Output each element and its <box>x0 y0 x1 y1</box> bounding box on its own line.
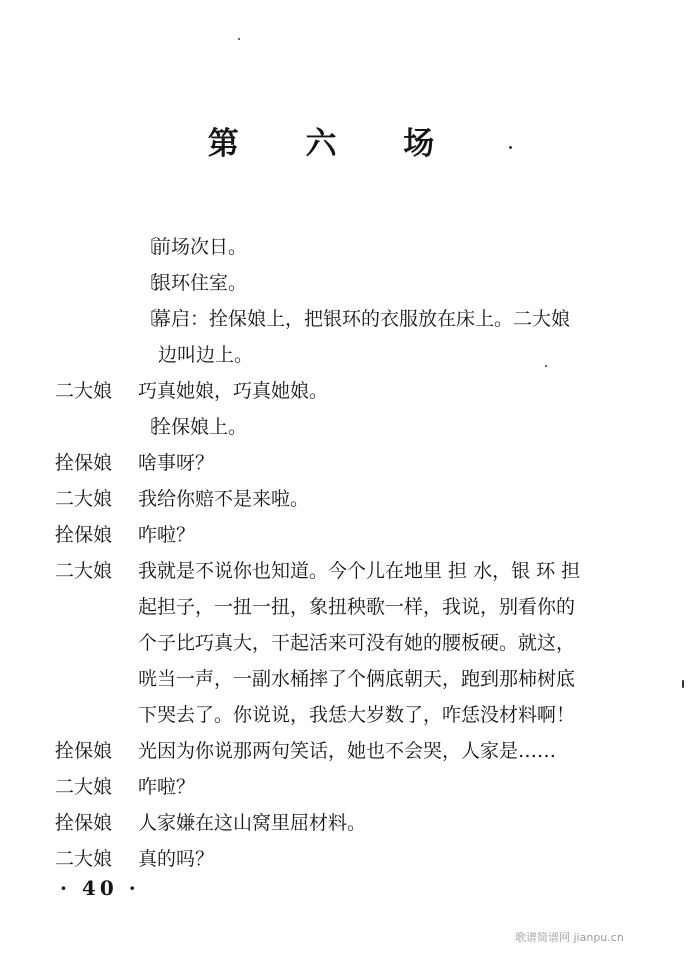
dialogue-text: 我就是不说你也知道。今个儿在地里 担 水，银 环 担 <box>138 560 581 582</box>
stage-bracket: 〔 <box>138 272 158 294</box>
speaker-name: 二大娘 <box>55 848 113 870</box>
dialogue-continuation: 咣当一声，一副水桶摔了个俩底朝天，跑到那柿树底 <box>138 668 576 690</box>
speaker-name: 二大娘 <box>55 380 113 402</box>
watermark: 歌谱简谱网 jianpu.cn <box>515 931 624 944</box>
stage-bracket: 〔 <box>138 308 158 330</box>
page-number: · 40 · <box>60 876 140 900</box>
dialogue-continuation: 起担子，一扭一扭，象扭秧歌一样，我说，别看你的 <box>138 596 576 618</box>
speaker-name: 拴保娘 <box>55 452 113 474</box>
stage-direction-continuation: 边叫边上。 <box>158 344 254 366</box>
dialogue-text: 巧真她娘，巧真她娘。 <box>138 380 329 402</box>
stage-direction-text: 前场次日。 <box>152 236 248 258</box>
dialogue-text: 我给你赔不是来啦。 <box>138 488 310 510</box>
dialogue-text: 真的吗？ <box>138 848 215 870</box>
scan-speck <box>509 146 512 149</box>
stage-direction <box>138 234 247 260</box>
dialogue-text: 咋啦？ <box>138 776 196 798</box>
speaker-name: 二大娘 <box>55 776 113 798</box>
stage-direction <box>138 270 247 296</box>
dialogue-continuation: 个子比巧真大，干起活来可没有她的腰板硬。就这， <box>138 632 576 654</box>
speaker-name: 二大娘 <box>55 488 113 510</box>
stage-direction <box>138 414 247 440</box>
scan-speck <box>238 38 240 40</box>
dialogue-text: 啥事呀？ <box>138 452 215 474</box>
scan-speck <box>682 680 684 688</box>
dialogue-text: 光因为你说那两句笑话，她也不会哭，人家是…… <box>138 740 557 762</box>
stage-bracket: 〔 <box>138 416 158 438</box>
stage-direction-text: 拴保娘上。 <box>152 416 248 438</box>
dialogue-continuation: 下哭去了。你说说，我恁大岁数了，咋恁没材料啊！ <box>138 704 576 726</box>
stage-direction-text: 银环住室。 <box>152 272 248 294</box>
speaker-name: 拴保娘 <box>55 740 113 762</box>
dialogue-text: 咋啦？ <box>138 524 196 546</box>
page-title: 第 六 场 <box>207 126 463 162</box>
stage-direction-text: 幕启：拴保娘上，把银环的衣服放在床上。二大娘 <box>152 308 571 330</box>
dialogue-text: 人家嫌在这山窝里屈材料。 <box>138 812 367 834</box>
speaker-name: 拴保娘 <box>55 812 113 834</box>
speaker-name: 拴保娘 <box>55 524 113 546</box>
stage-bracket: 〔 <box>138 236 158 258</box>
stage-direction <box>138 306 570 332</box>
speaker-name: 二大娘 <box>55 560 113 582</box>
scan-speck <box>545 365 547 367</box>
